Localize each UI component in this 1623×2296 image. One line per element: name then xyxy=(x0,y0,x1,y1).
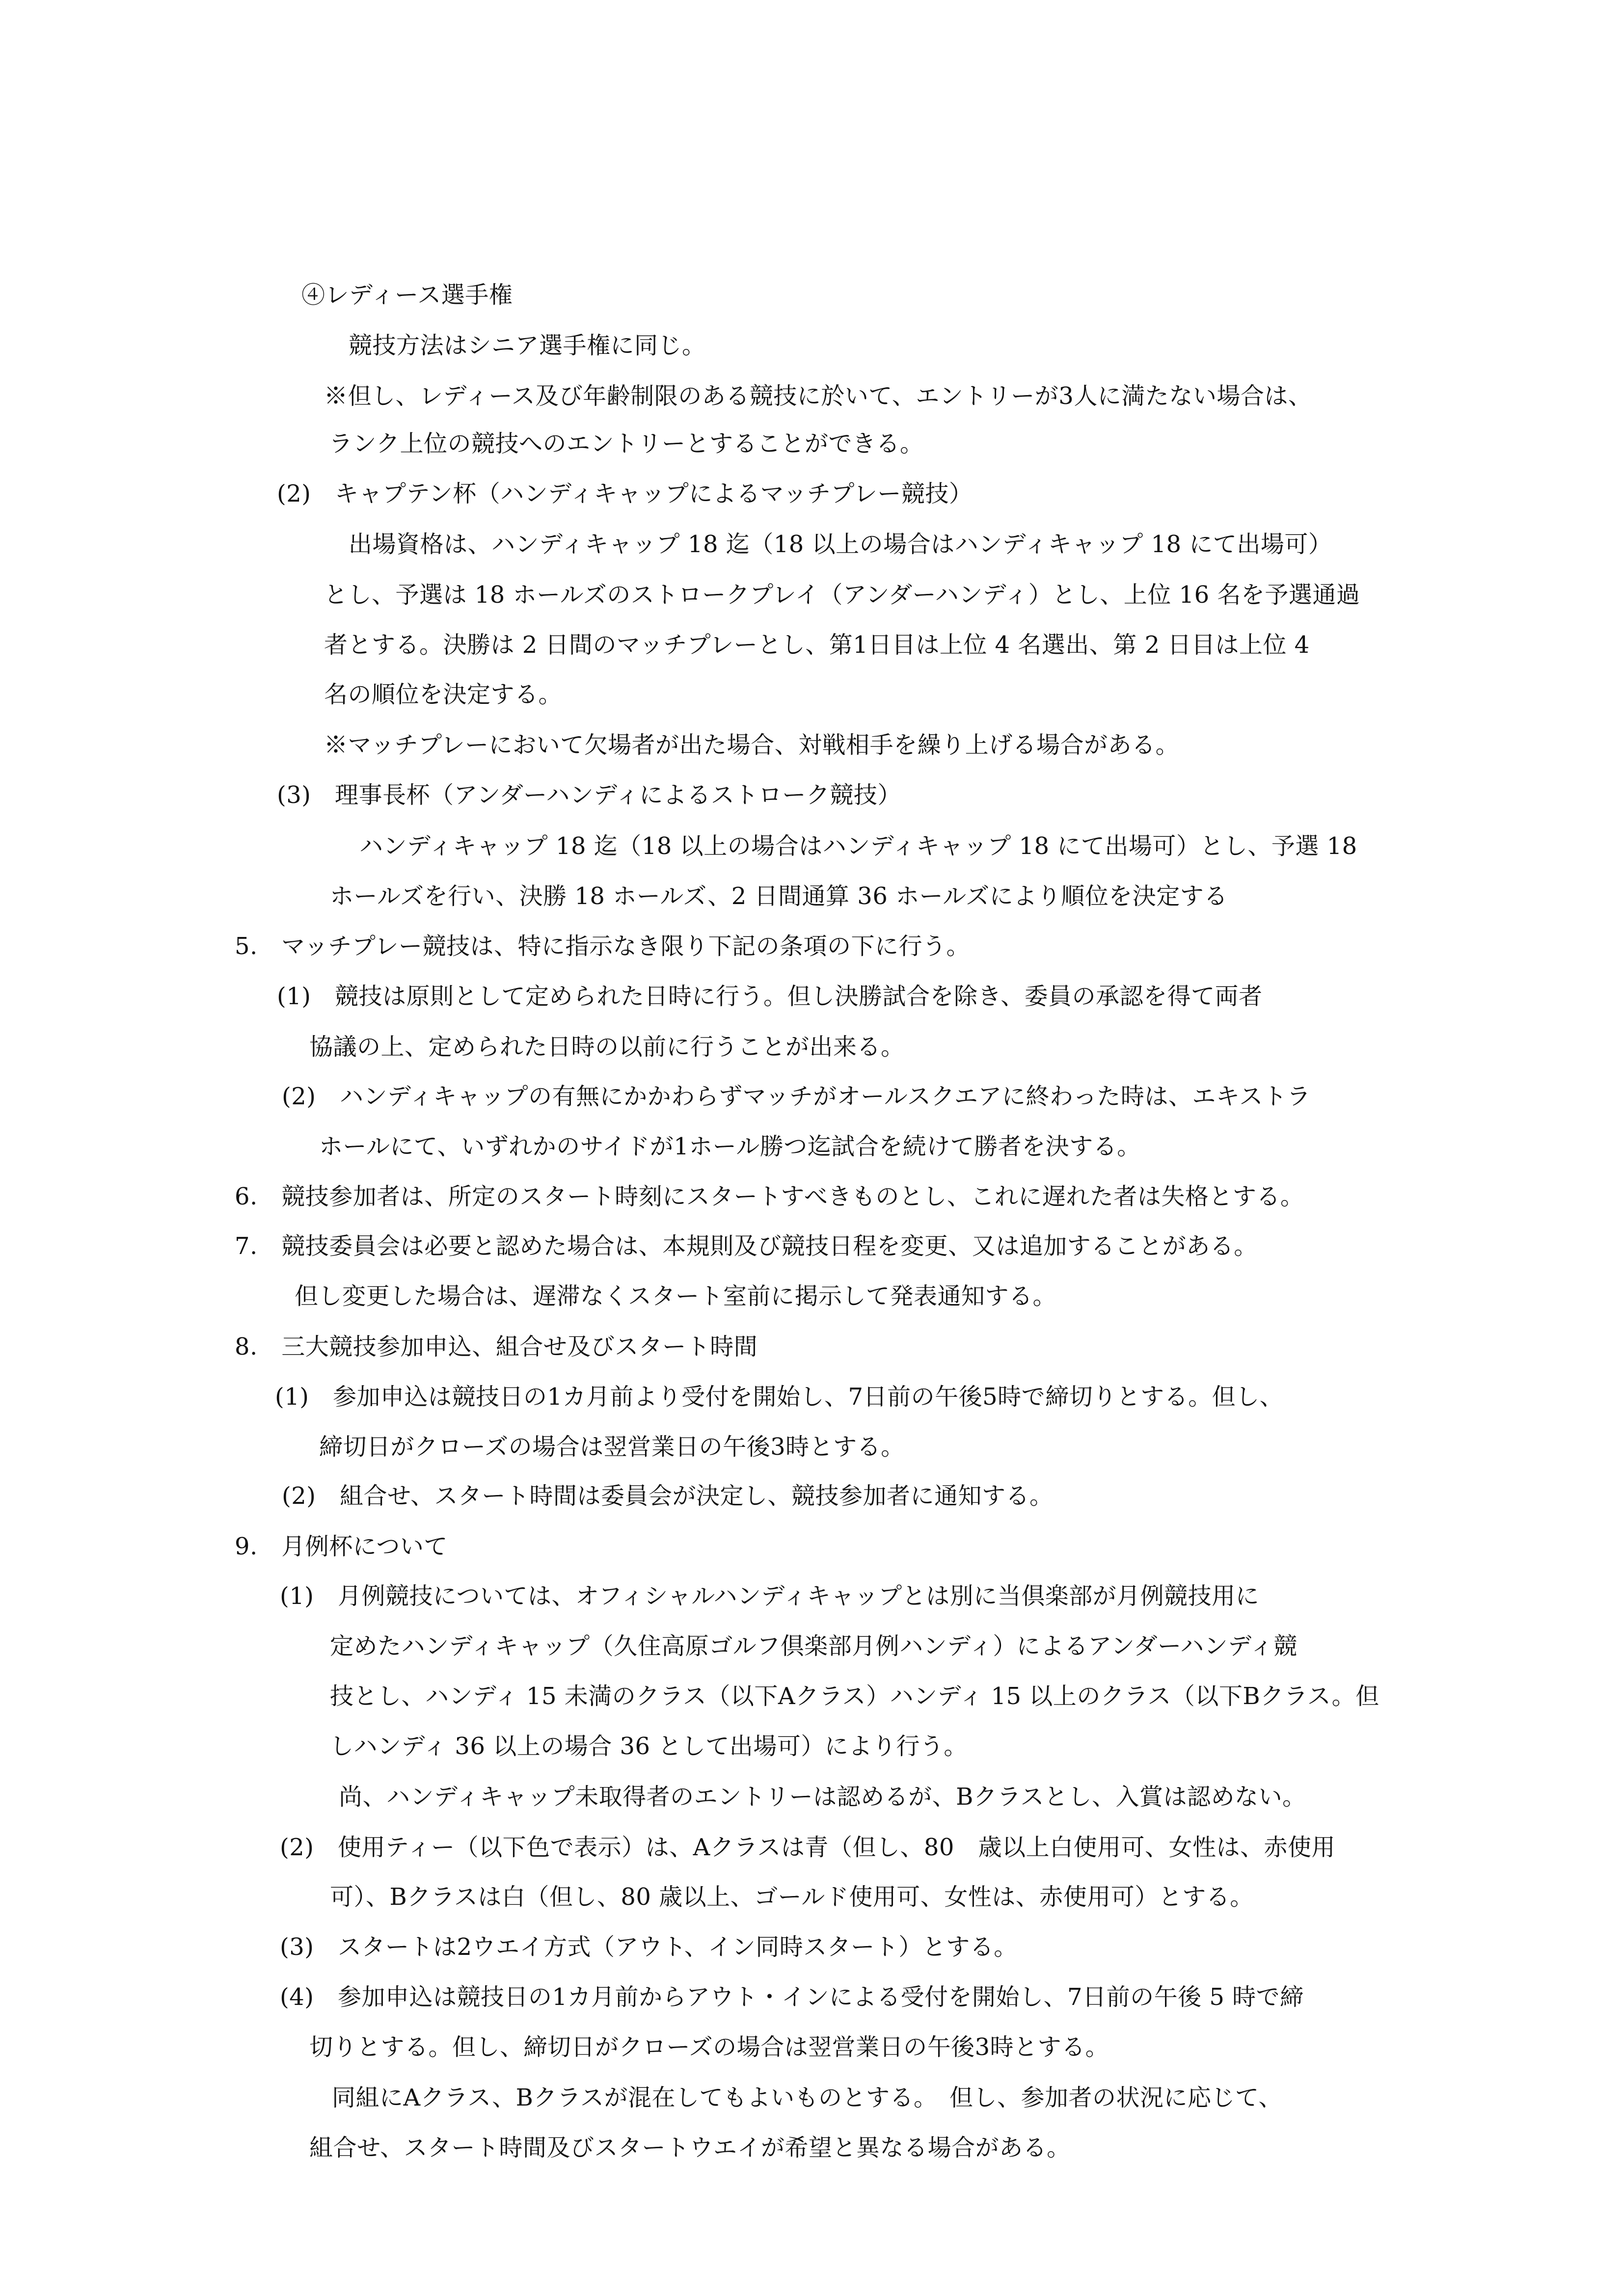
text-line: (4) 参加申込は競技日の1カ月前からアウト・インによる受付を開始し、7日前の午後 5 時で締 xyxy=(280,1983,1304,2011)
heading-ladies-championship: ④レディース選手権 xyxy=(301,281,513,309)
text-line: (2) ハンディキャップの有無にかかわらずマッチがオールスクエアに終わった時は、エキストラ xyxy=(282,1083,1311,1110)
text-line: 切りとする。但し、締切日がクローズの場合は翌営業日の午後3時とする。 xyxy=(309,2033,1109,2061)
text-line: 同組にAクラス、Bクラスが混在してもよいものとする。 但し、参加者の状況に応じて、 xyxy=(332,2084,1283,2111)
text-line: ハンディキャップ 18 迄（18 以上の場合はハンディキャップ 18 にて出場可）とし、予選 18 xyxy=(359,832,1357,860)
text-line: とし、予選は 18 ホールズのストロークプレイ（アンダーハンディ）とし、上位 16 名を予選通過 xyxy=(324,581,1360,609)
text-line: (2) 使用ティー（以下色で表示）は、Aクラスは青（但し、80 歳以上白使用可、女性は、赤使用 xyxy=(280,1834,1335,1861)
text-line: 協議の上、定められた日時の以前に行うことが出来る。 xyxy=(309,1033,905,1061)
section-9-heading: 9. 月例杯について xyxy=(235,1533,448,1560)
text-line: 尚、ハンディキャップ未取得者のエントリーは認めるが、Bクラスとし、入賞は認めない。 xyxy=(339,1783,1306,1811)
text-line: 定めたハンディキャップ（久住高原ゴルフ倶楽部月例ハンディ）によるアンダーハンディ競 xyxy=(330,1632,1298,1660)
text-line: (1) 月例競技については、オフィシャルハンディキャップとは別に当倶楽部が月例競技用に xyxy=(280,1582,1260,1610)
heading-chairman-cup: (3) 理事長杯（アンダーハンディによるストローク競技） xyxy=(277,781,901,809)
text-line: 但し変更した場合は、遅滞なくスタート室前に掲示して発表通知する。 xyxy=(295,1282,1057,1310)
section-8-heading: 8. 三大競技参加申込、組合せ及びスタート時間 xyxy=(235,1333,758,1361)
text-line: 者とする。決勝は 2 日間のマッチプレーとし、第1日目は上位 4 名選出、第 2 日目は上位 4 xyxy=(324,631,1310,659)
text-line: (3) スタートは2ウエイ方式（アウト、イン同時スタート）とする。 xyxy=(280,1933,1018,1961)
text-line: しハンディ 36 以上の場合 36 として出場可）により行う。 xyxy=(330,1733,968,1760)
text-line: (1) 参加申込は競技日の1カ月前より受付を開始し、7日前の午後5時で締切りとする。但し、 xyxy=(275,1383,1284,1411)
text-line: 名の順位を決定する。 xyxy=(324,681,563,708)
section-6-heading: 6. 競技参加者は、所定のスタート時刻にスタートすべきものとし、これに遅れた者は失格とする。 xyxy=(235,1183,1304,1210)
section-5-heading: 5. マッチプレー競技は、特に指示なき限り下記の条項の下に行う。 xyxy=(235,933,970,960)
section-7-heading: 7. 競技委員会は必要と認めた場合は、本規則及び競技日程を変更、又は追加することがある。 xyxy=(235,1232,1258,1260)
heading-captain-cup: (2) キャプテン杯（ハンディキャップによるマッチプレー競技） xyxy=(277,480,973,507)
text-line: 締切日がクローズの場合は翌営業日の午後3時とする。 xyxy=(319,1433,905,1461)
text-line: (2) 組合せ、スタート時間は委員会が決定し、競技参加者に通知する。 xyxy=(282,1482,1054,1510)
text-line: (1) 競技は原則として定められた日時に行う。但し決勝試合を除き、委員の承認を得て両者 xyxy=(277,983,1263,1010)
text-line: ※マッチプレーにおいて欠場者が出た場合、対戦相手を繰り上げる場合がある。 xyxy=(324,731,1180,759)
text-line: 競技方法はシニア選手権に同じ。 xyxy=(349,332,706,359)
text-line: 可）、Bクラスは白（但し、80 歳以上、ゴールド使用可、女性は、赤使用可）とする。 xyxy=(330,1883,1254,1911)
text-line: ホールズを行い、決勝 18 ホールズ、2 日間通算 36 ホールズにより順位を決定する xyxy=(330,882,1228,910)
text-line: 技とし、ハンディ 15 未満のクラス（以下Aクラス）ハンディ 15 以上のクラス（以下Bクラス。但 xyxy=(330,1682,1380,1710)
text-line: ランク上位の競技へのエントリーとすることができる。 xyxy=(329,430,924,457)
text-line: 出場資格は、ハンディキャップ 18 迄（18 以上の場合はハンディキャップ 18 にて出場可） xyxy=(349,531,1332,558)
text-line: ※但し、レディース及び年齢制限のある競技に於いて、エントリーが3人に満たない場合は、 xyxy=(324,382,1312,410)
text-line: ホールにて、いずれかのサイドが1ホール勝つ迄試合を続けて勝者を決する。 xyxy=(319,1133,1141,1160)
text-line: 組合せ、スタート時間及びスタートウエイが希望と異なる場合がある。 xyxy=(309,2134,1071,2162)
